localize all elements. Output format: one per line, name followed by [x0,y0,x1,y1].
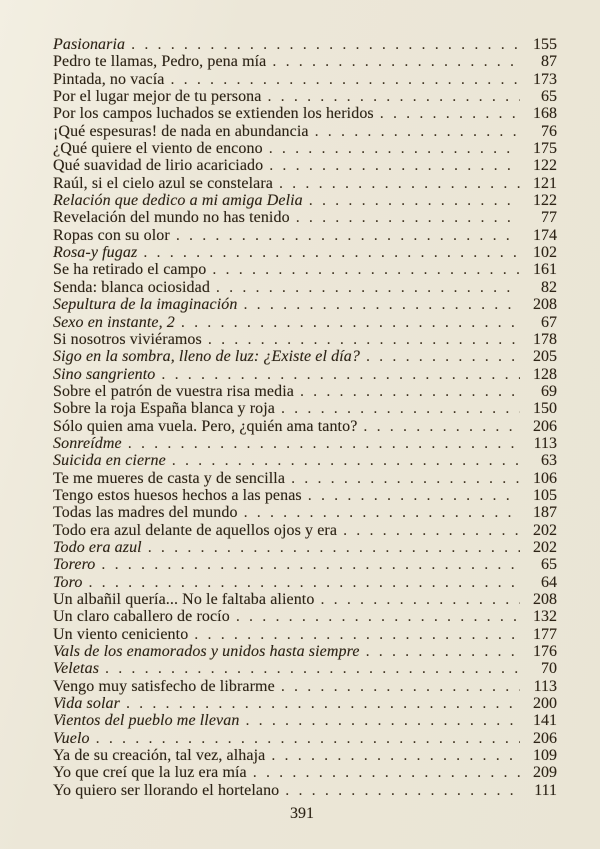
index-entry-row [53,36,557,53]
entry-page-number: 113 [533,677,557,695]
entry-page-number: 173 [533,70,557,88]
entry-title: Vuelo [53,729,90,747]
entry-page-number: 87 [541,53,557,71]
entry-title: ¡Qué espesuras! de nada en abundancia [53,122,309,140]
entry-page-number: 77 [541,209,557,227]
entry-title: Ya de su creación, tal vez, alhaja [53,747,266,765]
dot-leader [291,470,520,487]
entry-page-number: 67 [541,313,557,331]
index-entry-row [53,504,557,521]
index-entry-row [53,331,557,348]
entry-title: Ropas con su olor [53,226,170,244]
entry-page-number: 102 [533,244,557,262]
dot-leader [320,591,520,608]
dot-leader [216,279,520,296]
index-entry-row [53,574,557,591]
entry-page-number: 64 [541,573,557,591]
entry-page-number: 208 [533,591,557,608]
index-entry-row [53,470,557,487]
entry-page-number: 65 [541,556,557,574]
entry-title: Vida solar [53,695,120,713]
entry-title: Revelación del mundo no has tenido [53,209,290,227]
dot-leader [96,730,520,747]
index-entry-row [53,591,557,608]
entry-title: Toro [53,573,83,591]
dot-leader [308,487,520,504]
entry-title: Sino sangriento [53,365,156,383]
entry-page-number: 105 [533,486,557,504]
dot-leader [143,244,520,261]
entry-title: Rosa-y fugaz [53,244,138,262]
dot-leader [269,157,520,174]
entry-title: Torero [53,556,96,574]
index-entry-row [53,764,557,781]
index-entry-row [53,348,557,365]
entry-title: Sonreídme [53,434,122,452]
index-entry-row [53,643,557,660]
index-entry-row [53,487,557,504]
entry-page-number: 209 [533,764,557,782]
entry-title: Veletas [53,660,100,678]
dot-leader [88,574,520,591]
entry-title: ¿Qué quiere el viento de encono [53,140,263,158]
dot-leader [128,435,520,452]
dot-leader [279,175,520,192]
entry-title: Qué suavidad de lirio acariciado [53,157,264,175]
index-entry-row [53,522,557,539]
index-entry-list [53,36,557,799]
dot-leader [271,747,520,764]
index-entry-row [53,53,557,70]
dot-leader [170,71,520,88]
index-entry-row [53,244,557,261]
dot-leader [272,53,520,70]
entry-title: Suicida en cierne [53,452,166,470]
entry-page-number: 141 [533,712,557,730]
index-entry-row [53,712,557,729]
entry-page-number: 208 [533,296,557,314]
entry-title: Sobre el patrón de vuestra risa media [53,382,294,400]
entry-title: Por los campos luchados se extienden los heridos [53,105,374,123]
index-entry-row [53,314,557,331]
dot-leader [126,695,520,712]
entry-title: Pasionaria [53,36,126,53]
entry-title: Un viento ceniciento [53,625,189,643]
entry-title: Sólo quien ama vuela. Pero, ¿quién ama tanto? [53,417,358,435]
dot-leader [253,764,520,781]
dot-leader [161,366,520,383]
entry-page-number: 175 [533,140,557,158]
dot-leader [181,314,520,331]
dot-leader [267,88,520,105]
entry-title: Un albañil quería... No le faltaba aliento [53,591,315,608]
entry-title: Pintada, no vacía [53,70,165,88]
index-entry-row [53,71,557,88]
entry-page-number: 178 [533,330,557,348]
dot-leader [194,626,520,643]
dot-leader [309,192,520,209]
entry-title: Sobre la roja España blanca y roja [53,400,275,418]
index-entry-row [53,400,557,417]
index-entry-row [53,157,557,174]
entry-page-number: 122 [533,157,557,175]
index-entry-row [53,452,557,469]
entry-title: Vengo muy satisfecho de librarme [53,677,275,695]
dot-leader [131,36,520,53]
entry-page-number: 200 [533,695,557,713]
entry-title: Sexo en instante, 2 [53,313,175,331]
entry-page-number: 202 [533,521,557,539]
entry-title: Por el lugar mejor de tu persona [53,88,262,106]
dot-leader [172,452,520,469]
entry-title: Un claro caballero de rocío [53,608,230,626]
entry-page-number: 69 [541,382,557,400]
dot-leader [380,105,520,122]
index-entry-row [53,626,557,643]
entry-page-number: 63 [541,452,557,470]
index-entry-row [53,418,557,435]
entry-title: Senda: blanca ociosidad [53,278,210,296]
entry-title: Se ha retirado el campo [53,261,207,279]
entry-title: Todo era azul delante de aquellos ojos y era [53,521,338,539]
entry-title: Pedro te llamas, Pedro, pena mía [53,53,267,71]
dot-leader [366,643,520,660]
index-entry-row [53,678,557,695]
dot-leader [176,227,520,244]
entry-page-number: 111 [534,781,557,799]
index-entry-row [53,175,557,192]
entry-page-number: 187 [533,504,557,522]
index-entry-row [53,88,557,105]
entry-title: Vals de los enamorados y unidos hasta siempre [53,643,360,661]
index-entry-row [53,782,557,799]
dot-leader [281,400,520,417]
dot-leader [148,539,520,556]
dot-leader [315,123,520,140]
index-entry-row [53,279,557,296]
index-entry-row [53,730,557,747]
entry-title: Si nosotros viviéramos [53,330,202,348]
index-entry-row [53,695,557,712]
entry-title: Yo que creí que la luz era mía [53,764,247,782]
entry-page-number: 206 [533,417,557,435]
entry-title: Todas las madres del mundo [53,504,238,522]
entry-page-number: 155 [533,36,557,53]
index-entry-row [53,383,557,400]
entry-title: Relación que dedico a mi amiga Delia [53,192,303,210]
entry-page-number: 76 [541,122,557,140]
entry-title: Vientos del pueblo me llevan [53,712,240,730]
dot-leader [212,261,520,278]
entry-title: Tengo estos huesos hechos a las penas [53,486,302,504]
entry-page-number: 176 [533,643,557,661]
index-entry-row [53,192,557,209]
entry-title: Sepultura de la imaginación [53,296,238,314]
index-entry-row [53,747,557,764]
index-entry-row [53,435,557,452]
dot-leader [269,140,520,157]
entry-page-number: 106 [533,469,557,487]
entry-page-number: 177 [533,625,557,643]
index-entry-row [53,296,557,313]
dot-leader [236,608,520,625]
entry-page-number: 168 [533,105,557,123]
entry-page-number: 65 [541,88,557,106]
index-entry-row [53,539,557,556]
entry-page-number: 113 [533,434,557,452]
entry-title: Sigo en la sombra, lleno de luz: ¿Existe el día? [53,348,360,366]
entry-page-number: 150 [533,400,557,418]
entry-page-number: 128 [533,365,557,383]
dot-leader [363,418,520,435]
entry-page-number: 202 [533,538,557,556]
entry-title: Raúl, si el cielo azul se constelara [53,174,273,192]
dot-leader [245,712,520,729]
dot-leader [105,660,520,677]
index-entry-row [53,105,557,122]
index-entry-row [53,556,557,573]
page-folio-number: 391 [290,805,314,823]
entry-title: Todo era azul [53,538,142,556]
dot-leader [281,678,520,695]
index-entry-row [53,140,557,157]
dot-leader [343,522,520,539]
dot-leader [243,296,520,313]
entry-page-number: 132 [533,608,557,626]
entry-page-number: 121 [533,174,557,192]
index-entry-row [53,123,557,140]
dot-leader [101,556,520,573]
index-entry-row [53,366,557,383]
entry-page-number: 82 [541,278,557,296]
entry-title: Yo quiero ser llorando el hortelano [53,781,280,799]
dot-leader [366,348,520,365]
entry-page-number: 161 [533,261,557,279]
entry-page-number: 206 [533,729,557,747]
index-entry-row [53,261,557,278]
entry-page-number: 109 [533,747,557,765]
index-entry-row [53,209,557,226]
dot-leader [285,782,520,799]
entry-page-number: 70 [541,660,557,678]
entry-page-number: 174 [533,226,557,244]
index-entry-row [53,608,557,625]
entry-page-number: 205 [533,348,557,366]
index-entry-row [53,660,557,677]
entry-page-number: 122 [533,192,557,210]
dot-leader [300,383,520,400]
entry-title: Te me mueres de casta y de sencilla [53,469,286,487]
dot-leader [296,209,520,226]
dot-leader [244,504,520,521]
index-entry-row [53,227,557,244]
dot-leader [208,331,520,348]
